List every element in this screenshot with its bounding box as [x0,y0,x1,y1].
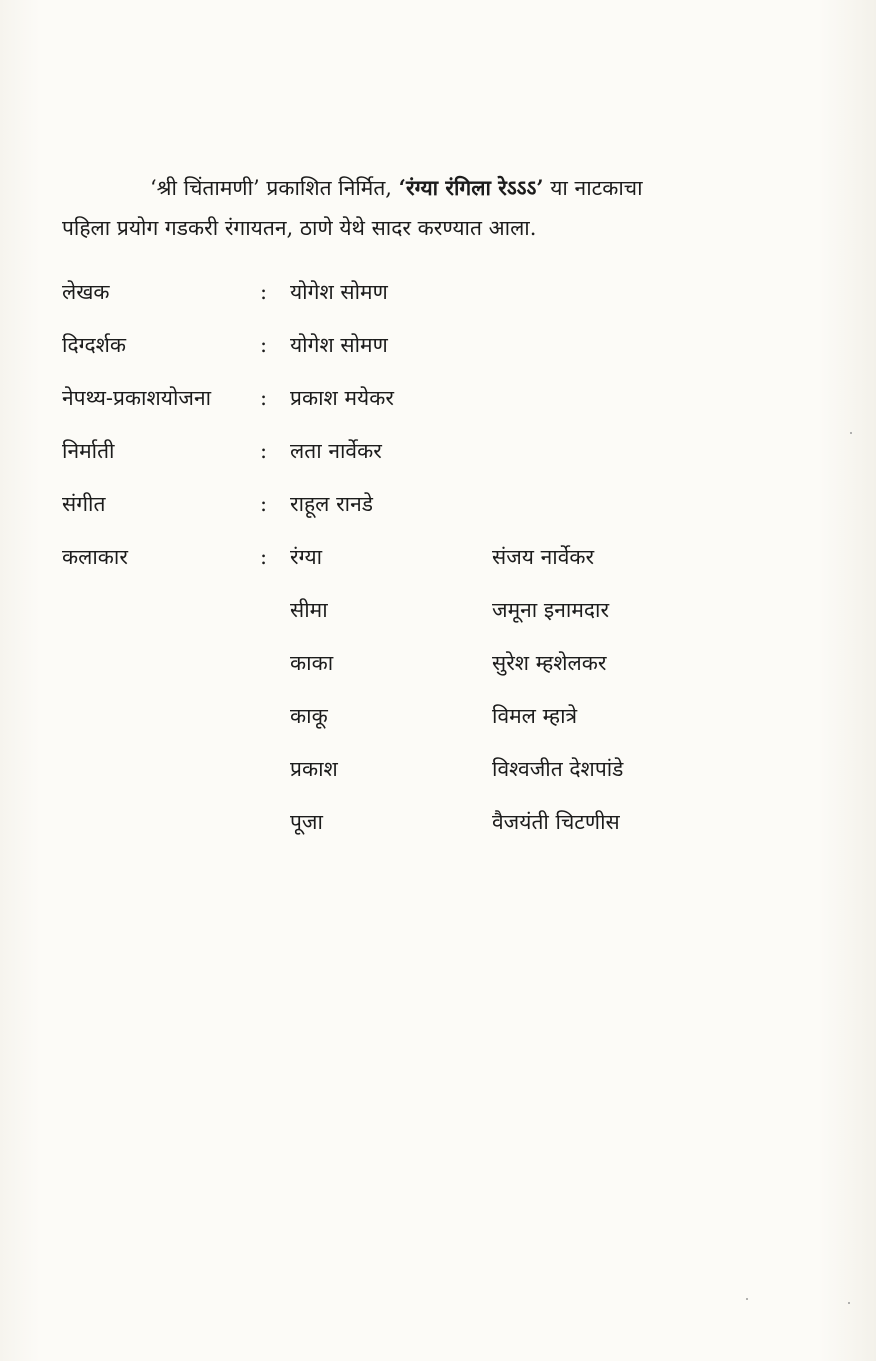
cast-separator: : [260,545,268,569]
paper-speck [848,1302,850,1304]
credit-name: योगेश सोमण [290,333,388,357]
credit-separator: : [260,333,268,357]
credit-role: लेखक [62,280,110,304]
cast-row [62,702,782,755]
paper-speck [850,432,852,434]
credit-separator: : [260,439,268,463]
paper-speck [746,1298,748,1300]
cast-character: काकू [290,704,328,728]
intro-line-1 [62,168,762,208]
cast-character: पूजा [290,810,323,834]
credit-row-writer [62,278,782,331]
cast-actor: संजय नार्वेकर [492,545,595,569]
cast-row [62,649,782,702]
cast-character: रंग्या [290,545,323,569]
credit-row-director [62,331,782,384]
play-title: ‘रंग्या रंगिला रेऽऽऽ’ [398,175,544,200]
credit-separator: : [260,386,268,410]
credit-name: प्रकाश मयेकर [290,386,394,410]
credit-row-set-lighting [62,384,782,437]
cast-actor: सुरेश म्हशेलकर [492,651,607,675]
cast-actor: विश्‍वजीत देशपांडे [492,757,624,781]
intro-prefix: ‘श्री चिंतामणी’ प्रकाशित निर्मित, [150,176,399,200]
credit-separator: : [260,280,268,304]
credit-name: लता नार्वेकर [290,439,382,463]
cast-character: प्रकाश [290,757,338,781]
cast-row [62,755,782,808]
cast-label: कलाकार [62,545,128,569]
credits-list [62,278,782,861]
cast-row [62,596,782,649]
credit-row-producer [62,437,782,490]
cast-row [62,808,782,861]
intro-paragraph [62,168,762,248]
intro-line-2: पहिला प्रयोग गडकरी रंगायतन, ठाणे येथे सादर करण्यात आला. [62,216,537,240]
cast-actor: जमूना इनामदार [492,598,610,622]
intro-suffix: या नाटकाचा [543,176,643,200]
credit-row-music [62,490,782,543]
credit-role: निर्माती [62,439,115,463]
credit-name: राहूल रानडे [290,492,374,516]
credit-name: योगेश सोमण [290,280,388,304]
credit-role: नेपथ्य-प्रकाशयोजना [62,386,212,410]
credit-separator: : [260,492,268,516]
credit-role: दिग्दर्शक [62,333,127,357]
cast-character: सीमा [290,598,328,622]
cast-actor: विमल म्हात्रे [492,704,578,728]
credit-role: संगीत [62,492,106,516]
cast-actor: वैजयंती चिटणीस [492,810,620,834]
cast-row [62,543,782,596]
cast-character: काका [290,651,334,675]
